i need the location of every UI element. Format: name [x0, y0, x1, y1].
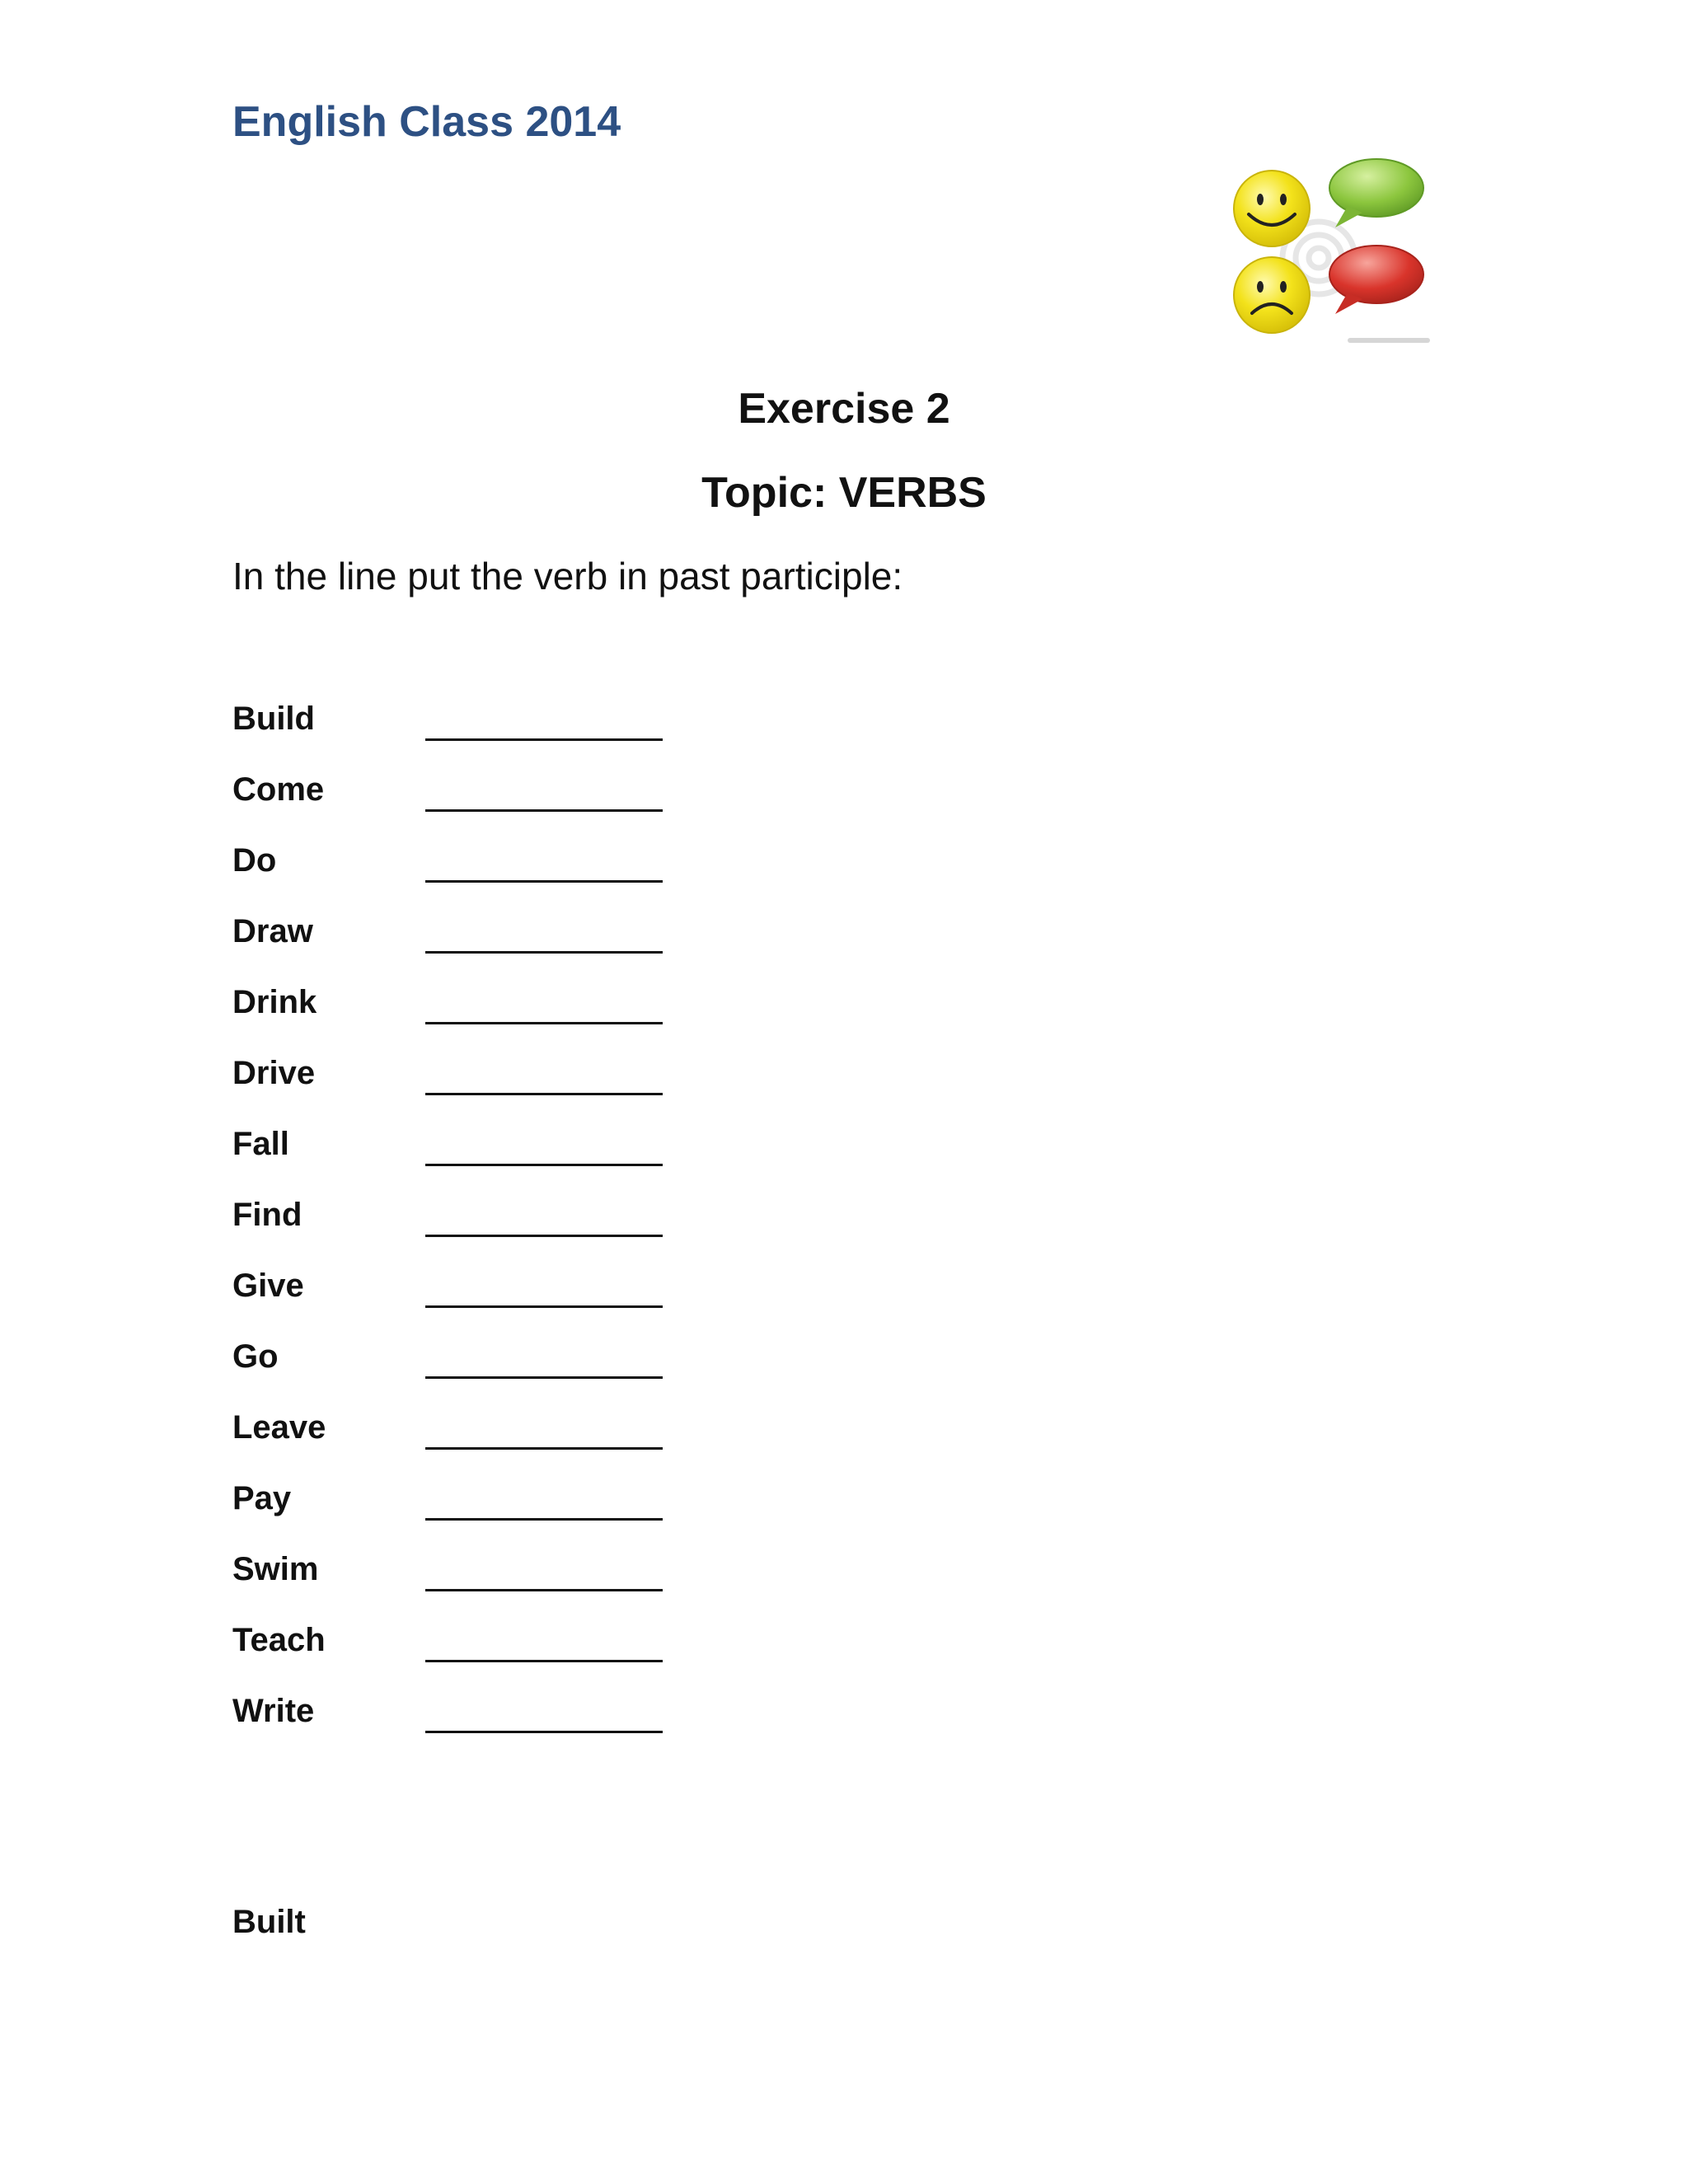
verb-label: Fall — [232, 1126, 289, 1162]
verb-row — [232, 1622, 727, 1693]
verb-label: Build — [232, 701, 315, 737]
sad-smiley-icon — [1234, 257, 1310, 333]
verb-row — [232, 1480, 727, 1551]
class-title: English Class 2014 — [232, 98, 621, 146]
answer-line[interactable] — [425, 1376, 663, 1379]
verb-row — [232, 984, 727, 1055]
answer-line[interactable] — [425, 809, 663, 812]
verb-row — [232, 1693, 727, 1764]
verb-row — [232, 842, 727, 913]
verb-row — [232, 1551, 727, 1622]
answer-line[interactable] — [425, 1660, 663, 1662]
answer-line[interactable] — [425, 1518, 663, 1521]
answer-line[interactable] — [425, 1447, 663, 1450]
verb-label: Go — [232, 1338, 279, 1375]
verb-label: Drive — [232, 1055, 316, 1091]
green-speech-bubble-icon — [1329, 159, 1423, 227]
verb-label: Drink — [232, 984, 317, 1020]
verb-label: Pay — [232, 1480, 292, 1516]
verb-row — [232, 1126, 727, 1197]
answer-line[interactable] — [425, 1305, 663, 1308]
verb-row — [232, 1268, 727, 1338]
answer-line[interactable] — [425, 1235, 663, 1237]
emoji-graphic — [1224, 155, 1438, 353]
verb-row — [232, 1409, 727, 1480]
exercise-title: Exercise 2 — [738, 385, 950, 433]
answer-line[interactable] — [425, 1589, 663, 1591]
verb-row — [232, 1055, 727, 1126]
red-speech-bubble-icon — [1329, 246, 1423, 314]
verb-label: Draw — [232, 913, 313, 949]
verb-label: Find — [232, 1197, 302, 1233]
verb-row — [232, 701, 727, 771]
answer-line[interactable] — [425, 1093, 663, 1095]
answer-line[interactable] — [425, 738, 663, 741]
answer-line[interactable] — [425, 951, 663, 954]
instruction-text: In the line put the verb in past participle: — [232, 555, 903, 598]
verb-row — [232, 1197, 727, 1268]
answer-line[interactable] — [425, 1164, 663, 1166]
topic-title: Topic: VERBS — [701, 469, 987, 517]
answer-text: Built — [232, 1904, 306, 1940]
verb-row — [232, 771, 727, 842]
happy-smiley-icon — [1234, 171, 1310, 246]
verb-row — [232, 1338, 727, 1409]
watermark-mark — [1348, 338, 1430, 343]
verb-row — [232, 913, 727, 984]
verb-label: Leave — [232, 1409, 326, 1446]
verb-list — [232, 701, 727, 1764]
answer-line[interactable] — [425, 880, 663, 883]
verb-label: Give — [232, 1268, 304, 1304]
verb-label: Write — [232, 1693, 315, 1729]
verb-label: Do — [232, 842, 277, 879]
verb-label: Teach — [232, 1622, 326, 1658]
answer-line[interactable] — [425, 1731, 663, 1733]
verb-label: Come — [232, 771, 325, 808]
verb-label: Swim — [232, 1551, 319, 1587]
answer-line[interactable] — [425, 1022, 663, 1024]
